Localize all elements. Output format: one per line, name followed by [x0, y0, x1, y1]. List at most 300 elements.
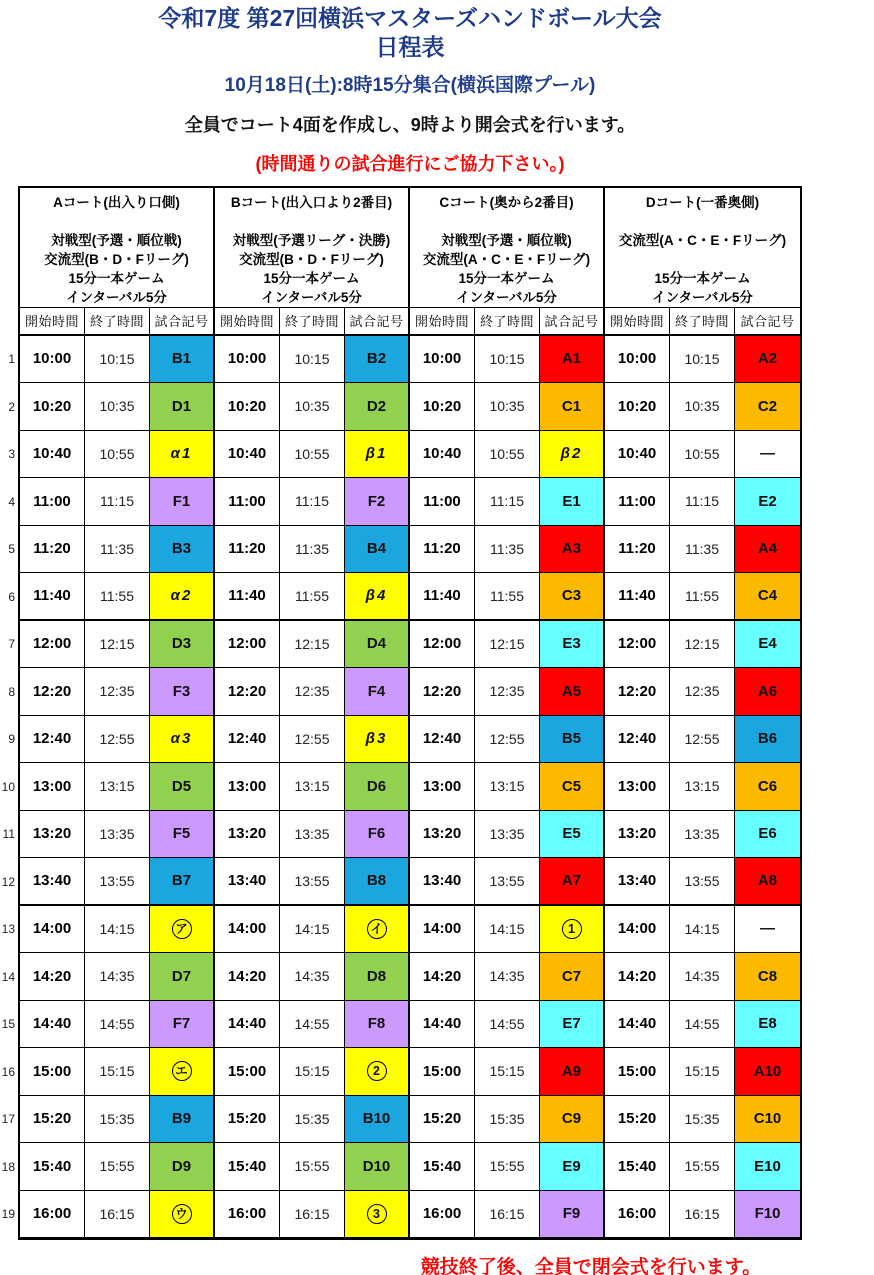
end-time-cell: 12:15	[85, 621, 150, 669]
match-code-cell: C8	[735, 953, 800, 1001]
end-time-cell: 12:55	[85, 716, 150, 764]
start-time-cell: 15:40	[605, 1143, 670, 1191]
end-time-cell: 15:35	[670, 1096, 735, 1144]
start-time-cell: 11:40	[605, 573, 670, 621]
court-header-line: インターバル5分	[66, 289, 167, 305]
column-header-match: 試合記号	[345, 308, 410, 336]
end-time-cell: 14:35	[670, 953, 735, 1001]
schedule-table	[18, 186, 802, 1241]
start-time-cell: 15:20	[410, 1096, 475, 1144]
row-number-rail	[0, 186, 18, 1241]
court-header-line: インターバル5分	[456, 289, 557, 305]
end-time-cell: 14:55	[280, 1001, 345, 1049]
start-time-cell: 11:20	[605, 526, 670, 574]
match-code-cell: A10	[735, 1048, 800, 1096]
circled-match-code: ウ	[172, 1204, 192, 1224]
match-code-cell	[150, 1048, 215, 1096]
match-code-cell: B9	[150, 1096, 215, 1144]
end-time-cell: 10:35	[475, 383, 540, 431]
end-time-cell: 13:35	[475, 811, 540, 859]
start-time-cell: 15:20	[20, 1096, 85, 1144]
end-time-cell: 15:35	[475, 1096, 540, 1144]
start-time-cell: 13:00	[215, 763, 280, 811]
end-time-cell: 13:35	[280, 811, 345, 859]
end-time-cell: 15:15	[280, 1048, 345, 1096]
circled-match-code: 1	[562, 919, 582, 939]
end-time-cell: 14:35	[280, 953, 345, 1001]
end-time-cell: 12:35	[475, 668, 540, 716]
court-header-line: 交流型(B・D・Fリーグ)	[239, 251, 384, 267]
start-time-cell: 12:20	[215, 668, 280, 716]
match-code-cell: F7	[150, 1001, 215, 1049]
start-time-cell: 13:40	[215, 858, 280, 906]
match-code-cell: E6	[735, 811, 800, 859]
end-time-cell: 11:15	[670, 478, 735, 526]
end-time-cell: 11:15	[280, 478, 345, 526]
match-code-cell: A7	[540, 858, 605, 906]
start-time-cell: 15:20	[215, 1096, 280, 1144]
row-number: 6	[8, 589, 15, 604]
match-code-cell: β4	[345, 573, 410, 621]
end-time-cell: 15:15	[475, 1048, 540, 1096]
match-code-cell: B4	[345, 526, 410, 574]
match-code-cell: A3	[540, 526, 605, 574]
start-time-cell: 10:40	[215, 431, 280, 479]
end-time-cell: 10:15	[85, 336, 150, 384]
row-number: 8	[8, 684, 15, 699]
start-time-cell: 10:40	[20, 431, 85, 479]
start-time-cell: 11:00	[410, 478, 475, 526]
start-time-cell: 12:20	[20, 668, 85, 716]
start-time-cell: 13:00	[605, 763, 670, 811]
end-time-cell: 13:15	[85, 763, 150, 811]
court-header-line: 対戦型(予選・順位戦)	[441, 232, 572, 248]
end-time-cell: 10:15	[475, 336, 540, 384]
match-code-cell: α1	[150, 431, 215, 479]
end-time-cell: 14:55	[475, 1001, 540, 1049]
end-time-cell: 12:55	[475, 716, 540, 764]
match-code-cell: E7	[540, 1001, 605, 1049]
end-time-cell: 11:35	[280, 526, 345, 574]
match-code-cell: C3	[540, 573, 605, 621]
row-number: 2	[8, 399, 15, 414]
start-time-cell: 13:20	[605, 811, 670, 859]
start-time-cell: 15:00	[605, 1048, 670, 1096]
start-time-cell: 14:20	[215, 953, 280, 1001]
match-code-cell: —	[735, 431, 800, 479]
start-time-cell: 14:40	[605, 1001, 670, 1049]
row-number: 15	[1, 1017, 15, 1032]
end-time-cell: 15:55	[475, 1143, 540, 1191]
start-time-cell: 12:00	[410, 621, 475, 669]
start-time-cell: 14:40	[20, 1001, 85, 1049]
start-time-cell: 13:00	[410, 763, 475, 811]
end-time-cell: 10:55	[670, 431, 735, 479]
end-time-cell: 13:55	[280, 858, 345, 906]
end-time-cell: 14:15	[475, 906, 540, 954]
start-time-cell: 15:00	[20, 1048, 85, 1096]
match-code-cell: B8	[345, 858, 410, 906]
court-header-line: 15分一本ゲーム	[654, 270, 751, 286]
end-time-cell: 14:15	[280, 906, 345, 954]
match-code-cell: C6	[735, 763, 800, 811]
end-time-cell: 14:35	[475, 953, 540, 1001]
match-code-cell: B10	[345, 1096, 410, 1144]
match-code-cell: C5	[540, 763, 605, 811]
match-code-cell: A5	[540, 668, 605, 716]
start-time-cell: 15:00	[215, 1048, 280, 1096]
column-header-match: 試合記号	[540, 308, 605, 336]
column-header-start: 開始時間	[20, 308, 85, 336]
end-time-cell: 12:55	[280, 716, 345, 764]
end-time-cell: 13:35	[85, 811, 150, 859]
match-code-cell: F9	[540, 1191, 605, 1239]
match-code-cell	[345, 1048, 410, 1096]
match-code-cell: D2	[345, 383, 410, 431]
match-code-cell: β3	[345, 716, 410, 764]
court-header-line: 対戦型(予選・順位戦)	[51, 232, 182, 248]
match-code-cell: A2	[735, 336, 800, 384]
end-time-cell: 10:55	[475, 431, 540, 479]
closing-ceremony-line: 競技終了後、全員で閉会式を行います。	[420, 1257, 762, 1275]
end-time-cell: 12:15	[280, 621, 345, 669]
match-code-cell: β2	[540, 431, 605, 479]
column-header-end: 終了時間	[280, 308, 345, 336]
start-time-cell: 16:00	[605, 1191, 670, 1239]
end-time-cell: 15:35	[85, 1096, 150, 1144]
end-time-cell: 10:15	[670, 336, 735, 384]
end-time-cell: 10:15	[280, 336, 345, 384]
start-time-cell: 12:00	[20, 621, 85, 669]
match-code-cell	[150, 1191, 215, 1239]
column-header-match: 試合記号	[735, 308, 800, 336]
start-time-cell: 11:40	[20, 573, 85, 621]
court-header-line: インターバル5分	[261, 289, 362, 305]
end-time-cell: 10:35	[670, 383, 735, 431]
match-code-cell: A4	[735, 526, 800, 574]
end-time-cell: 12:15	[475, 621, 540, 669]
match-code-cell: β1	[345, 431, 410, 479]
end-time-cell: 14:55	[670, 1001, 735, 1049]
match-code-cell: —	[735, 906, 800, 954]
column-header-match: 試合記号	[150, 308, 215, 336]
start-time-cell: 10:00	[215, 336, 280, 384]
start-time-cell: 11:40	[215, 573, 280, 621]
start-time-cell: 14:00	[410, 906, 475, 954]
start-time-cell: 14:20	[20, 953, 85, 1001]
match-code-cell: α2	[150, 573, 215, 621]
court-setup-line: 全員でコート4面を作成し、9時より開会式を行います。	[184, 114, 636, 135]
end-time-cell: 10:55	[85, 431, 150, 479]
row-number: 1	[8, 352, 15, 367]
schedule-table-area	[0, 186, 874, 1241]
circled-match-code: 2	[367, 1061, 387, 1081]
match-code-cell: A9	[540, 1048, 605, 1096]
start-time-cell: 13:20	[410, 811, 475, 859]
column-header-end: 終了時間	[670, 308, 735, 336]
row-number: 14	[1, 969, 15, 984]
end-time-cell: 11:35	[85, 526, 150, 574]
start-time-cell: 11:20	[410, 526, 475, 574]
start-time-cell: 14:00	[215, 906, 280, 954]
match-code-cell: B1	[150, 336, 215, 384]
start-time-cell: 13:40	[410, 858, 475, 906]
end-time-cell: 14:35	[85, 953, 150, 1001]
start-time-cell: 10:00	[605, 336, 670, 384]
match-code-cell: B3	[150, 526, 215, 574]
end-time-cell: 10:35	[85, 383, 150, 431]
end-time-cell: 14:15	[85, 906, 150, 954]
match-code-cell: B6	[735, 716, 800, 764]
start-time-cell: 12:40	[215, 716, 280, 764]
start-time-cell: 14:00	[605, 906, 670, 954]
row-number-rail-spacer	[0, 186, 18, 336]
end-time-cell: 11:55	[85, 573, 150, 621]
start-time-cell: 10:20	[215, 383, 280, 431]
match-code-cell: E4	[735, 621, 800, 669]
start-time-cell: 13:40	[605, 858, 670, 906]
start-time-cell: 13:40	[20, 858, 85, 906]
row-number: 9	[8, 732, 15, 747]
column-header-start: 開始時間	[605, 308, 670, 336]
row-number: 10	[1, 779, 15, 794]
row-number: 16	[1, 1064, 15, 1079]
end-time-cell: 12:35	[85, 668, 150, 716]
match-code-cell: D4	[345, 621, 410, 669]
match-code-cell	[150, 906, 215, 954]
start-time-cell: 15:40	[20, 1143, 85, 1191]
start-time-cell: 10:20	[20, 383, 85, 431]
page-title-line-2: 日程表	[375, 33, 445, 60]
start-time-cell: 12:20	[410, 668, 475, 716]
match-code-cell: F1	[150, 478, 215, 526]
time-notice-line: (時間通りの試合進行にご協力下さい。)	[255, 153, 565, 174]
court-header-line: インターバル5分	[652, 289, 753, 305]
match-code-cell: C9	[540, 1096, 605, 1144]
start-time-cell: 14:20	[410, 953, 475, 1001]
court-header-line: Cコート(奥から2番目)	[439, 194, 574, 210]
page-header	[18, 0, 802, 176]
end-time-cell: 13:55	[85, 858, 150, 906]
court-header-C	[410, 188, 605, 308]
start-time-cell: 14:40	[410, 1001, 475, 1049]
row-number: 11	[2, 827, 15, 842]
match-code-cell: A8	[735, 858, 800, 906]
row-number: 4	[8, 494, 15, 509]
match-code-cell: C7	[540, 953, 605, 1001]
start-time-cell: 12:40	[20, 716, 85, 764]
match-code-cell: F8	[345, 1001, 410, 1049]
match-code-cell: E8	[735, 1001, 800, 1049]
row-number: 5	[8, 542, 15, 557]
end-time-cell: 13:55	[670, 858, 735, 906]
row-number: 17	[1, 1112, 15, 1127]
end-time-cell: 12:35	[670, 668, 735, 716]
page-title-line-1: 令和7度 第27回横浜マスターズハンドボール大会	[158, 5, 662, 31]
end-time-cell: 13:15	[280, 763, 345, 811]
end-time-cell: 15:55	[280, 1143, 345, 1191]
start-time-cell: 11:40	[410, 573, 475, 621]
end-time-cell: 13:55	[475, 858, 540, 906]
match-code-cell: E2	[735, 478, 800, 526]
start-time-cell: 10:00	[410, 336, 475, 384]
court-header-line: 交流型(A・C・E・Fリーグ)	[618, 232, 787, 248]
end-time-cell: 15:55	[85, 1143, 150, 1191]
end-time-cell: 11:55	[670, 573, 735, 621]
column-header-end: 終了時間	[475, 308, 540, 336]
start-time-cell: 12:00	[605, 621, 670, 669]
start-time-cell: 11:20	[20, 526, 85, 574]
end-time-cell: 15:55	[670, 1143, 735, 1191]
court-header-line: Dコート(一番奥側)	[645, 194, 760, 210]
match-code-cell: F2	[345, 478, 410, 526]
start-time-cell: 11:00	[215, 478, 280, 526]
start-time-cell: 11:20	[215, 526, 280, 574]
end-time-cell: 13:15	[475, 763, 540, 811]
start-time-cell: 13:20	[215, 811, 280, 859]
end-time-cell: 12:35	[280, 668, 345, 716]
court-header-line: 15分一本ゲーム	[458, 270, 555, 286]
start-time-cell: 13:20	[20, 811, 85, 859]
court-header-A	[20, 188, 215, 308]
start-time-cell: 12:40	[605, 716, 670, 764]
start-time-cell: 16:00	[20, 1191, 85, 1239]
match-code-cell: C4	[735, 573, 800, 621]
start-time-cell: 15:00	[410, 1048, 475, 1096]
start-time-cell: 10:00	[20, 336, 85, 384]
court-header-line: 交流型(B・D・Fリーグ)	[44, 251, 189, 267]
start-time-cell: 14:00	[20, 906, 85, 954]
start-time-cell: 15:40	[410, 1143, 475, 1191]
match-code-cell: E5	[540, 811, 605, 859]
end-time-cell: 14:55	[85, 1001, 150, 1049]
match-code-cell: D5	[150, 763, 215, 811]
court-header-line: 15分一本ゲーム	[263, 270, 360, 286]
row-number: 7	[8, 637, 15, 652]
match-code-cell: B5	[540, 716, 605, 764]
end-time-cell: 11:55	[475, 573, 540, 621]
end-time-cell: 11:35	[670, 526, 735, 574]
match-code-cell	[540, 906, 605, 954]
match-code-cell: F10	[735, 1191, 800, 1239]
row-number: 19	[1, 1207, 15, 1222]
match-code-cell: F4	[345, 668, 410, 716]
match-code-cell: B7	[150, 858, 215, 906]
match-code-cell: D3	[150, 621, 215, 669]
start-time-cell: 11:00	[605, 478, 670, 526]
match-code-cell: α3	[150, 716, 215, 764]
start-time-cell: 12:40	[410, 716, 475, 764]
end-time-cell: 16:15	[85, 1191, 150, 1239]
match-code-cell	[345, 906, 410, 954]
end-time-cell: 11:35	[475, 526, 540, 574]
match-code-cell: D10	[345, 1143, 410, 1191]
circled-match-code: イ	[367, 919, 387, 939]
end-time-cell: 11:15	[85, 478, 150, 526]
circled-match-code: エ	[172, 1061, 192, 1081]
match-code-cell: D1	[150, 383, 215, 431]
court-header-line: Bコート(出入口より2番目)	[230, 194, 393, 210]
end-time-cell: 15:15	[670, 1048, 735, 1096]
match-code-cell: F6	[345, 811, 410, 859]
circled-match-code: 3	[367, 1204, 387, 1224]
end-time-cell: 16:15	[280, 1191, 345, 1239]
court-header-line: 交流型(A・C・E・Fリーグ)	[422, 251, 591, 267]
match-code-cell: E10	[735, 1143, 800, 1191]
start-time-cell: 15:20	[605, 1096, 670, 1144]
court-header-D	[605, 188, 800, 308]
start-time-cell: 10:40	[410, 431, 475, 479]
court-header-B	[215, 188, 410, 308]
end-time-cell: 16:15	[475, 1191, 540, 1239]
court-header-line: 15分一本ゲーム	[68, 270, 165, 286]
match-code-cell: D6	[345, 763, 410, 811]
start-time-cell: 12:00	[215, 621, 280, 669]
end-time-cell: 10:35	[280, 383, 345, 431]
court-header-line: Aコート(出入り口側)	[53, 194, 180, 210]
start-time-cell: 16:00	[215, 1191, 280, 1239]
start-time-cell: 14:40	[215, 1001, 280, 1049]
match-code-cell: D8	[345, 953, 410, 1001]
match-code-cell: B2	[345, 336, 410, 384]
end-time-cell: 15:15	[85, 1048, 150, 1096]
start-time-cell: 10:40	[605, 431, 670, 479]
match-code-cell: E1	[540, 478, 605, 526]
start-time-cell: 15:40	[215, 1143, 280, 1191]
match-code-cell: F5	[150, 811, 215, 859]
court-header-line: 対戦型(予選リーグ・決勝)	[232, 232, 391, 248]
match-code-cell: C1	[540, 383, 605, 431]
match-code-cell: A1	[540, 336, 605, 384]
end-time-cell: 12:15	[670, 621, 735, 669]
circled-match-code: ア	[172, 919, 192, 939]
end-time-cell: 13:15	[670, 763, 735, 811]
column-header-start: 開始時間	[215, 308, 280, 336]
start-time-cell: 10:20	[605, 383, 670, 431]
end-time-cell: 15:35	[280, 1096, 345, 1144]
end-time-cell: 14:15	[670, 906, 735, 954]
column-header-end: 終了時間	[85, 308, 150, 336]
match-code-cell: E9	[540, 1143, 605, 1191]
end-time-cell: 10:55	[280, 431, 345, 479]
end-time-cell: 13:35	[670, 811, 735, 859]
match-code-cell: D9	[150, 1143, 215, 1191]
match-code-cell: A6	[735, 668, 800, 716]
match-code-cell: C2	[735, 383, 800, 431]
match-code-cell: D7	[150, 953, 215, 1001]
end-time-cell: 12:55	[670, 716, 735, 764]
match-code-cell: E3	[540, 621, 605, 669]
end-time-cell: 11:15	[475, 478, 540, 526]
row-number: 13	[1, 922, 15, 937]
row-number: 18	[1, 1159, 15, 1174]
row-number: 3	[8, 447, 15, 462]
match-code-cell: F3	[150, 668, 215, 716]
start-time-cell: 14:20	[605, 953, 670, 1001]
start-time-cell: 13:00	[20, 763, 85, 811]
match-code-cell: C10	[735, 1096, 800, 1144]
start-time-cell: 10:20	[410, 383, 475, 431]
assembly-date-line: 10月18日(土):8時15分集合(横浜国際プール)	[224, 74, 596, 96]
row-number: 12	[1, 874, 15, 889]
match-code-cell	[345, 1191, 410, 1239]
column-header-start: 開始時間	[410, 308, 475, 336]
start-time-cell: 11:00	[20, 478, 85, 526]
start-time-cell: 12:20	[605, 668, 670, 716]
start-time-cell: 16:00	[410, 1191, 475, 1239]
end-time-cell: 11:55	[280, 573, 345, 621]
end-time-cell: 16:15	[670, 1191, 735, 1239]
